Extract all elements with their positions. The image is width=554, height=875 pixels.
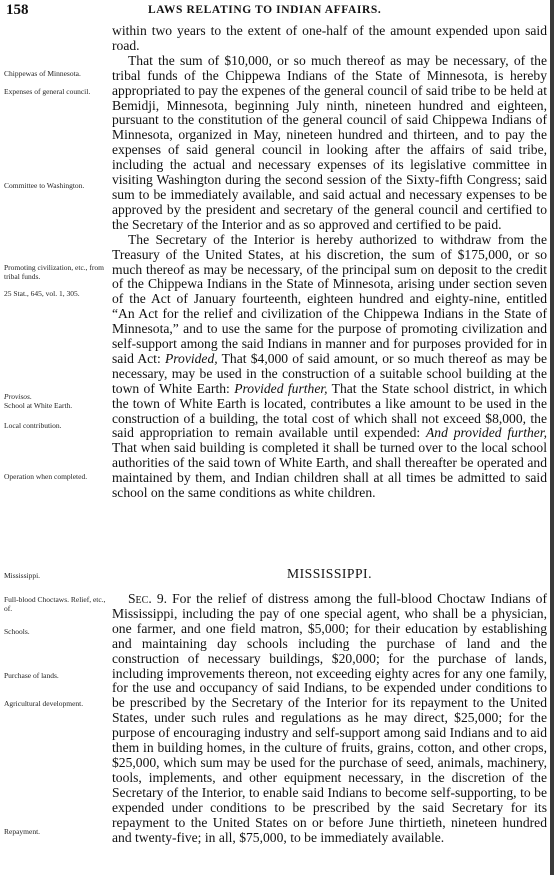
paragraph-road: within two years to the extent of one-half of the amount expended upon said road. (112, 23, 547, 53)
margin-note-local: Local contribution. (4, 421, 62, 430)
margin-note-mississippi: Mississippi. (4, 571, 41, 580)
proviso-and-further-label: And provided further, (426, 425, 547, 441)
proviso-further-label: Provided further, (234, 380, 328, 396)
civilization-text-c: That the State school district, in which the town of White Earth is located, contributes a like amount to be used in the construction of a building, the total cost of which shall not exceed $8,000, the said appropriation to remain available until expended: (112, 380, 548, 441)
paragraph-general-council: That the sum of $10,000, or so much thereof as may be necessary, of the tribal funds of the Chippewa Indians of the State of Minnesota, is hereby appropriated to pay the expenes of the general council of said tribe to be held at Bemidji, Minnesota, beginning July ninth, nineteen hundred and eighteen, pursuant to the constitution of the general council of said Chippewa Indians of Minnesota, organized in May, nineteen hundred and thirteen, and to pay the expenses of said general council in looking after the affairs of said tribe, including the actual and necessary expenses of its legislative committee in visiting Washington during the second session of the Sixty-fifth Congress; said sum to be immediately available, and said actual and necessary expenses to be approved by the president and secretary of the general council and certified to the Secretary of the Interior and as so approved and certified to be paid. (112, 52, 547, 232)
choctaw-text: For the relief of distress among the full-blood Choctaw Indians of Mississippi, including the pay of one special agent, who shall be a physician, one farmer, and one field matron, $5,000; for their education by establishing and maintaining day schools including the purchase of land and the construction of necessary buildings, $20,000; for the purchase of lands, including improvements thereon, not exceeding eighty acres for any one family, for the use and occupancy of said Indians, to be expended under conditions to be prescribed by the Secretary of the Interior for its repayment to the United States, under such rules and regulations as he may direct, $25,000; for the purpose of encouraging industry and self-support among said Indians and to aid them in building homes, in the culture of fruits, grains, cotton, and other crops, $25,000, which sum may be used for the purchase of seed, animals, machinery, tools, implements, and other equipment necessary, in the discretion of the Secretary of the Interior, to enable said Indians to become self-supporting, to be expended under conditions to be prescribed by the said Secretary for its repayment to the United States on or before June thirtieth, nineteen hundred and twenty-five; in all, $75,000, to be immediately available. (112, 591, 547, 845)
paragraph-civilization (112, 233, 547, 501)
page-number: 158 (6, 2, 29, 18)
proviso-label: Provided, (164, 350, 218, 366)
margin-note-agricultural: Agricultural development. (4, 699, 84, 708)
margin-note-promoting: Promoting civilization, etc., from tribal funds. (4, 263, 104, 281)
margin-note-schools: Schools. (4, 627, 30, 636)
margin-note-full-blood: Full-blood Choctaws. Relief, etc., of. (4, 595, 106, 613)
margin-note-purchase: Purchase of lands. (4, 671, 59, 680)
body-upper (112, 24, 547, 501)
margin-note-expenses: Expenses of general council. (4, 87, 91, 96)
margin-note-operation: Operation when completed. (4, 472, 88, 481)
civilization-text-a: The Secretary of the Interior is hereby authorized to withdraw from the Treasury of the United States, at his discretion, the sum of $175,000, or so much thereof as may be necessary, of the principal sum on deposit to the credit of the Chippewa Indians in the State of Minnesota, arising under section seven of the Act of January fourteenth, eighteen hundred and eighty-nine, entitled “An Act for the relief and civilization of the Chippewa Indians in the State of Minnesota,” and to use the same for the purpose of promoting civilization and self-support among the said Indians in manner and for purposes provided for in said Act: (112, 231, 547, 366)
civilization-text-b: That $4,000 of said amount, or so much thereof as may be necessary, may be used in the construction of a suitable school building at the town of White Earth: (112, 350, 548, 396)
margin-note-committee: Committee to Washington. (4, 181, 85, 190)
scan-edge (550, 0, 554, 875)
margin-note-repayment: Repayment. (4, 827, 41, 836)
margin-note-chippewas: Chippewas of Minnesota. (4, 69, 81, 78)
section-heading-mississippi: MISSISSIPPI. (287, 566, 372, 581)
section-label: Sec. 9. (128, 591, 168, 606)
civilization-text-d: That when said building is completed it shall be turned over to the local school authorities of the said town of White Earth, and shall thereafter be operated and maintained by them, and Indian children shall at all times be admitted to said school on the same conditions as white children. (112, 440, 547, 501)
margin-note-provisos: Provisos. (4, 392, 32, 401)
margin-note-school: School at White Earth. (4, 401, 73, 410)
paragraph-choctaw (112, 592, 547, 845)
body-lower (112, 592, 547, 845)
margin-note-citation: 25 Stat., 645, vol. 1, 305. (4, 289, 80, 298)
running-title: LAWS RELATING TO INDIAN AFFAIRS. (148, 4, 382, 16)
